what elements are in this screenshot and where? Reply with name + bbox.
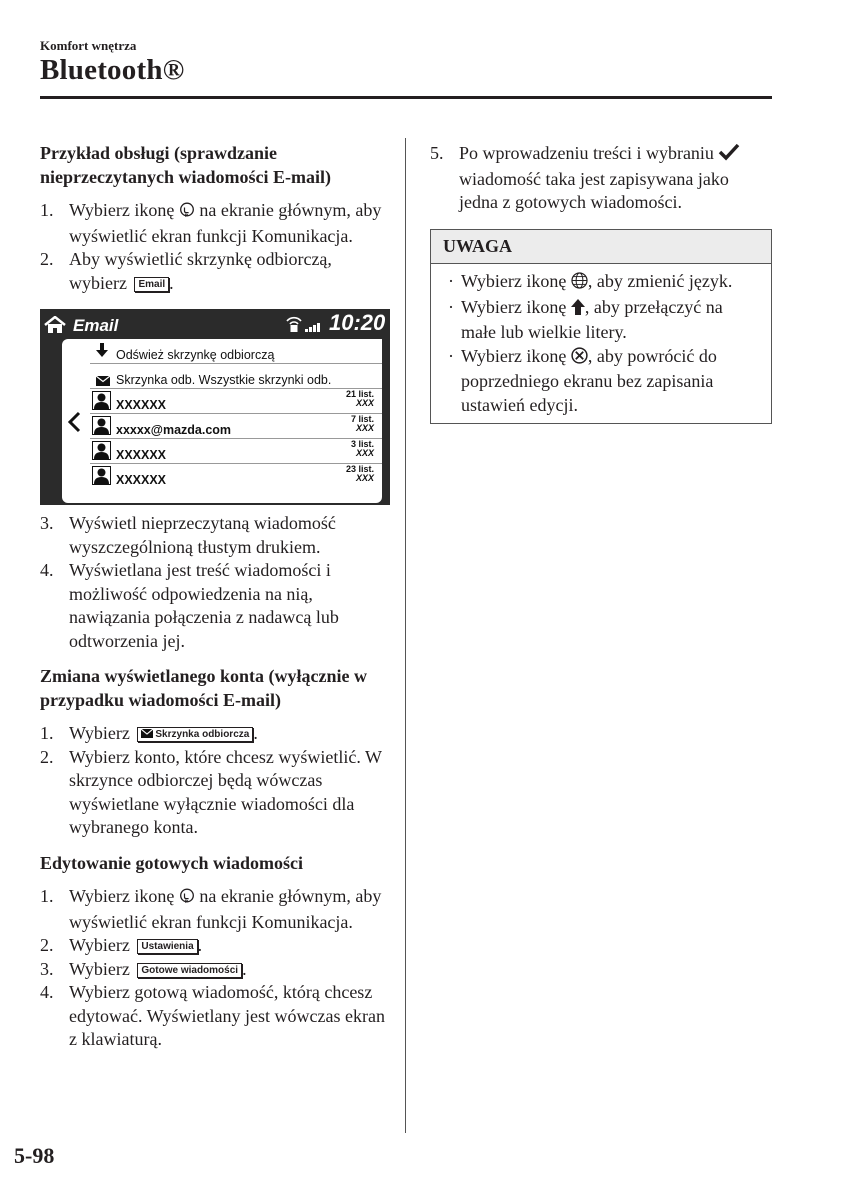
back-button[interactable] [62,339,90,503]
step-number: 5. [430,143,444,163]
person-icon [92,441,111,460]
communication-icon [179,887,195,911]
heading-edit-messages: Edytowanie gotowych wiadomości [40,852,304,873]
step-number: 3. [40,958,54,979]
email-screen [40,309,390,505]
step-text: Wyświetl nieprzeczytaną wiadomość wyszczególnioną tłustym drukiem. [69,513,336,557]
step-item [40,746,390,840]
step-text: . [253,723,258,743]
step-item [40,248,390,295]
sender-name: xxxxx@mazda.com [116,423,232,437]
step-text: wiadomość taka jest zapisywana jako jedna z gotowych wiadomości. [459,168,729,212]
sender-name: XXXXXX [116,448,167,462]
step-number: 2. [40,249,54,269]
globe-icon [571,272,588,296]
step-text: Wyświetlana jest treść wiadomości i możliwość odpowiedzenia na nią, nawiązania połączenia z nadawcą lub odtworzenia jej. [69,560,339,651]
message-count: 23 list. XXX [345,464,374,483]
step-text: na ekranie głównym, aby wyświetlić ekran funkcji Komunikacja. [69,886,382,932]
step-item [40,512,390,559]
steps-edit-messages-continued [430,142,772,215]
step-number: 1. [40,723,54,743]
screen-clock: 10:20 [329,310,386,335]
step-number: 3. [40,513,54,533]
download-icon [96,343,108,367]
step-text: . [197,935,203,955]
note-list [431,264,771,423]
back-arrow-icon [67,411,83,440]
page-title: Bluetooth® [40,54,185,86]
screen-title: Email [73,316,119,335]
step-text: Wybierz ikonę [69,886,175,906]
step-item [40,722,390,746]
step-number: 2. [40,746,54,767]
step-number: 1. [40,886,54,906]
person-icon [92,466,111,485]
inbox-button-label: Skrzynka odbiorcza [137,727,253,742]
step-item [40,559,390,653]
step-number: 4. [40,560,54,580]
person-icon [92,391,111,410]
inbox-label: Skrzynka odb. Wszystkie skrzynki odb. [116,373,332,387]
step-item [40,885,390,934]
refresh-inbox-row[interactable] [90,339,382,364]
sender-name: XXXXXX [116,473,167,487]
step-text: Wybierz [69,935,130,955]
steps-check-unread-continued [40,512,390,653]
column-divider [405,138,406,1133]
message-row[interactable] [90,389,382,414]
step-text: Wybierz [69,958,130,979]
step-item [40,934,390,958]
note-item: · Wybierz ikonę , aby powrócić do poprzedniego ekranu bez zapisania ustawień edycji. [445,345,761,418]
cancel-x-icon [571,347,588,371]
message-count: 7 list. XXX [350,414,374,433]
inbox-row[interactable] [90,364,382,389]
heading-check-unread: Przykład obsługi (sprawdzanie nieprzeczytanych wiadomości E-mail) [40,143,331,187]
ready-messages-button-label: Gotowe wiadomości [137,963,242,978]
home-icon[interactable] [44,316,66,341]
step-text: . [169,272,174,293]
envelope-icon [141,729,153,738]
note-title: UWAGA [431,230,771,265]
screen-panel [62,339,382,503]
check-icon [718,143,740,168]
step-text: Wybierz gotową wiadomość, którą chcesz edytować. Wyświetlany jest wówczas ekran z klawiaturą. [69,982,385,1049]
settings-button-label: Ustawienia [137,939,197,954]
step-text: Wybierz [69,723,130,743]
signal-icon [285,315,325,340]
heading-change-account: Zmiana wyświetlanego konta (wyłącznie w przypadku wiadomości E-mail) [40,666,367,710]
person-icon [92,416,111,435]
note-box [430,229,772,425]
message-row[interactable] [90,464,382,488]
step-number: 1. [40,200,54,220]
step-text: na ekranie głównym, aby wyświetlić ekran funkcji Komunikacja. [69,200,382,246]
email-button-label: Email [134,277,169,292]
message-row[interactable] [90,439,382,464]
right-column [430,142,772,424]
step-text: Po wprowadzeniu treści i wybraniu [459,143,714,163]
title-rule [40,96,772,99]
step-text: Aby wyświetlić skrzynkę odbiorczą, wybierz [69,249,332,293]
shift-up-icon [571,298,585,322]
steps-change-account [40,722,390,840]
message-row[interactable] [90,414,382,439]
steps-check-unread [40,199,390,295]
communication-icon [179,201,195,225]
left-column [40,142,390,1052]
section-label: Komfort wnętrza [40,38,137,53]
note-item: · Wybierz ikonę , aby zmienić język. [445,270,761,296]
refresh-inbox-label: Odśwież skrzynkę odbiorczą [116,348,275,362]
steps-edit-messages [40,885,390,1052]
sender-name: XXXXXX [116,398,167,412]
step-item [40,199,390,248]
page-number: 5-98 [14,1143,55,1168]
step-number: 2. [40,935,54,955]
step-number: 4. [40,982,54,1002]
step-item [40,981,390,1052]
message-count: 3 list. XXX [350,439,374,458]
message-count: 21 list. XXX [345,389,374,408]
step-text: Wybierz konto, które chcesz wyświetlić. W skrzynce odbiorczej będą wówczas wyświetlane wyłącznie wiadomości dla wybranego konta. [69,746,382,837]
step-text: Wybierz ikonę [69,200,175,220]
step-item [430,142,772,215]
step-item [40,958,390,982]
screen-header [40,309,390,339]
note-item: · Wybierz ikonę , aby przełączyć na małe lub wielkie litery. [445,296,761,345]
step-text: . [242,958,247,979]
